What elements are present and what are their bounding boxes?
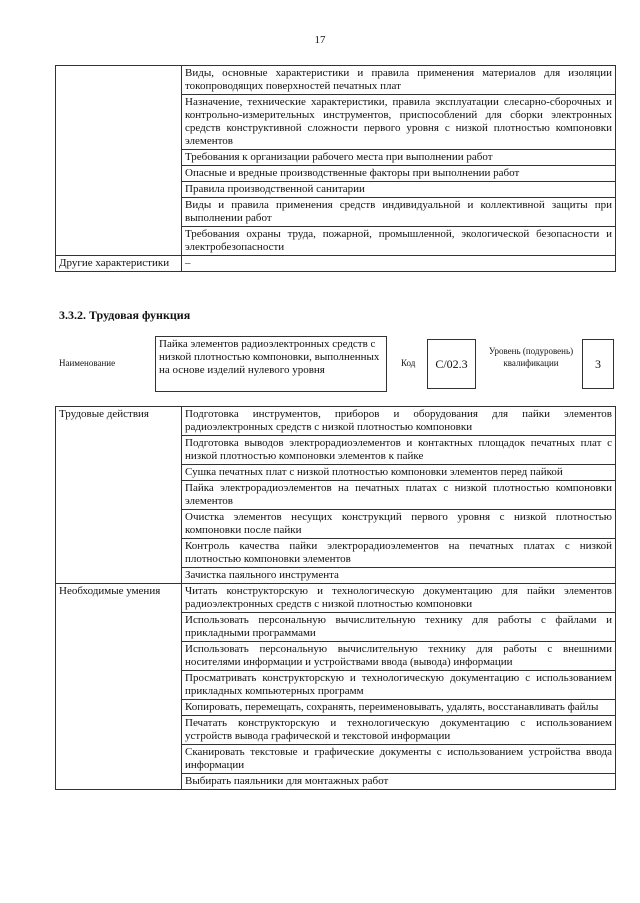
function-details-table — [55, 406, 616, 790]
skill-item: Просматривать конструкторскую и технологическую документацию с использованием прикладных компьютерных программ — [182, 671, 616, 700]
table-row — [56, 407, 616, 436]
qualification-level-label: Уровень (подуровень) квалификации — [488, 346, 574, 368]
qualification-level-box: 3 — [582, 339, 614, 389]
code-label: Код — [401, 358, 416, 368]
skill-item: Копировать, перемещать, сохранять, переименовывать, удалять, восстанавливать файлы — [182, 700, 616, 716]
knowledge-item: Правила производственной санитарии — [182, 182, 616, 198]
skill-item: Сканировать текстовые и графические документы с использованием устройства ввода информации — [182, 745, 616, 774]
table-row — [56, 584, 616, 613]
labor-action-item: Контроль качества пайки электрорадиоэлементов на печатных платах с низкой плотностью компоновки элементов — [182, 539, 616, 568]
labor-action-item: Очистка элементов несущих конструкций первого уровня с низкой плотностью компоновки после пайки — [182, 510, 616, 539]
labor-actions-label: Трудовые действия — [56, 407, 182, 584]
skill-item: Читать конструкторскую и технологическую документацию для пайки элементов радиоэлектронных средств с низкой плотностью компоновки — [182, 584, 616, 613]
table-row — [56, 256, 616, 272]
other-characteristics-value: – — [182, 256, 616, 272]
required-skills-label: Необходимые умения — [56, 584, 182, 790]
knowledge-item: Виды, основные характеристики и правила применения материалов для изоляции токопроводящих поверхностей печатных плат — [182, 66, 616, 95]
skill-item: Выбирать паяльники для монтажных работ — [182, 774, 616, 790]
labor-action-item: Подготовка инструментов, приборов и оборудования для пайки элементов радиоэлектронных средств с низкой плотностью компоновки — [182, 407, 616, 436]
labor-action-item: Подготовка выводов электрорадиоэлементов и контактных площадок печатных плат с низкой плотностью компоновки элементов к пайке — [182, 436, 616, 465]
table-cell-empty-label — [56, 66, 182, 256]
function-name-box: Пайка элементов радиоэлектронных средств с низкой плотностью компоновки, выполненных на основе изделий нулевого уровня — [155, 336, 387, 392]
knowledge-item: Опасные и вредные производственные факторы при выполнении работ — [182, 166, 616, 182]
name-label: Наименование — [59, 358, 116, 368]
skill-item: Использовать персональную вычислительную технику для работы с внешними носителями информации и устройствами ввода (вывода) информации — [182, 642, 616, 671]
labor-action-item: Сушка печатных плат с низкой плотностью компоновки элементов перед пайкой — [182, 465, 616, 481]
skill-item: Использовать персональную вычислительную технику для работы с файлами и прикладными программами — [182, 613, 616, 642]
skill-item: Печатать конструкторскую и технологическую документацию с использованием устройств вывода графической и текстовой информации — [182, 716, 616, 745]
other-characteristics-label: Другие характеристики — [56, 256, 182, 272]
labor-action-item: Пайка электрорадиоэлементов на печатных платах с низкой плотностью компоновки элементов — [182, 481, 616, 510]
knowledge-table — [55, 65, 616, 272]
section-heading: 3.3.2. Трудовая функция — [59, 308, 191, 322]
code-box: С/02.3 — [427, 339, 476, 389]
labor-action-item: Зачистка паяльного инструмента — [182, 568, 616, 584]
knowledge-item: Назначение, технические характеристики, правила эксплуатации слесарно-сборочных и контрольно-измерительных инструментов, приспособлений для сборки электронных средств конструктивной сложности первого уровня с низкой плотностью компоновки элементов — [182, 95, 616, 150]
knowledge-item: Требования охраны труда, пожарной, промышленной, экологической безопасности и электробезопасности — [182, 227, 616, 256]
table-row — [56, 66, 616, 95]
knowledge-item: Виды и правила применения средств индивидуальной и коллективной защиты при выполнении работ — [182, 198, 616, 227]
knowledge-item: Требования к организации рабочего места при выполнении работ — [182, 150, 616, 166]
page-number: 17 — [314, 34, 326, 46]
